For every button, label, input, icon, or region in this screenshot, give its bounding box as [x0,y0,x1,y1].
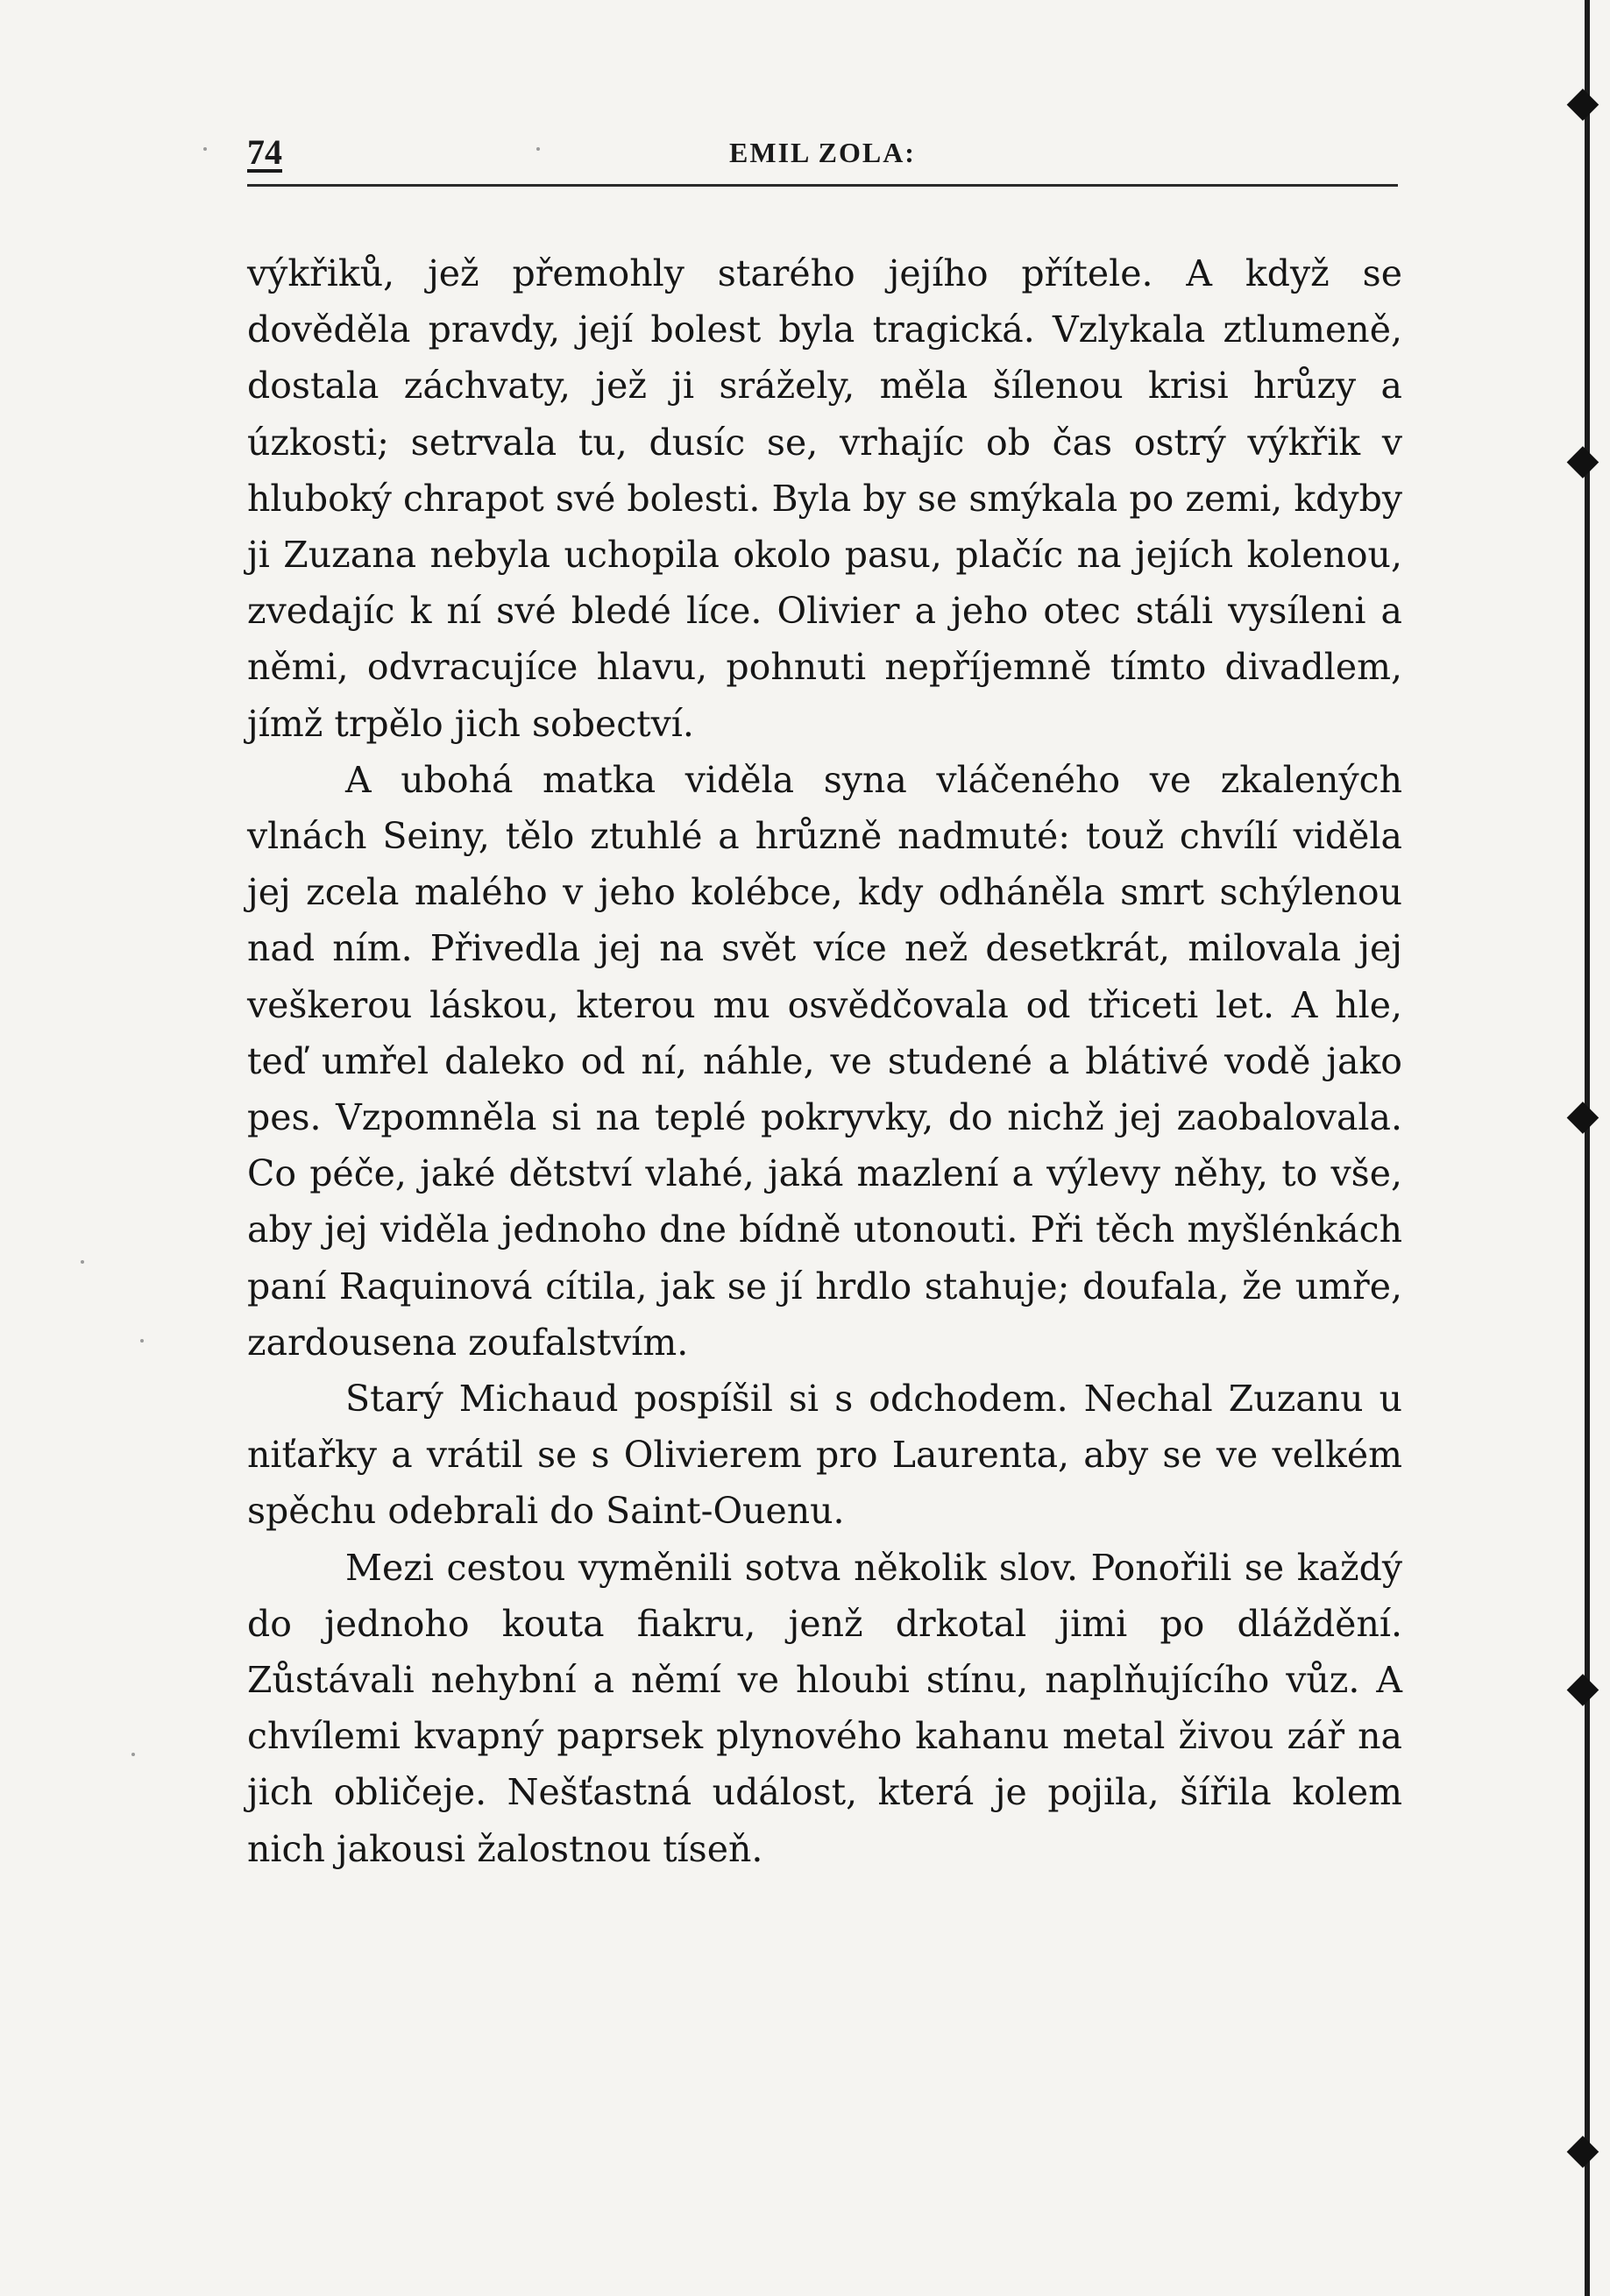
running-head: EMIL ZOLA: [729,137,916,168]
paragraph-1: výkřiků, jež přemohly starého jejího přítele. A když se dověděla pravdy, její bolest byla tragická. Vzlykala ztlumeně, dostala záchvaty, jež ji srážely, měla šílenou krisi hrůzy a úzkosti; setrvala tu, dusíc se, vrhajíc ob čas ostrý výkřik v hluboký chrapot své bolesti. Byla by se smýkala po zemi, kdyby ji Zuzana nebyla uchopila okolo pasu, plačíc na jejích kolenou, zvedajíc k ní své bledé líce. Olivier a jeho otec stáli vysíleni a němi, odvracujíce hlavu, pohnuti nepříjemně tímto divadlem, jímž trpělo jich sobectví. [247,252,1402,745]
paragraph-4: Mezi cestou vyměnili sotva několik slov. Ponořili se každý do jednoho kouta fiakru, jenž drkotal jimi po dláždění. Zůstávali nehybní a němí ve hloubi stínu, naplňujícího vůz. A chvílemi kvapný paprsek plynového kahanu metal živou zář na jich obličeje. Nešťastná událost, která je pojila, šířila kolem nich jakousi žalostnou tíseň. [247,1546,1402,1870]
paper-speck [81,1260,84,1264]
margin-mark-icon: ◆ [1566,2124,1599,2173]
paper-speck [536,147,540,151]
paragraph-2: A ubohá matka viděla syna vláčeného ve zkalených vlnách Seiny, tělo ztuhlé a hrůzně nadmuté: touž chvílí viděla jej zcela malého v jeho kolébce, kdy odháněla smrt schýlenou nad ním. Přivedla jej na svět více než desetkrát, milovala jej veškerou láskou, kterou mu osvědčovala od třiceti let. A hle, teď umřel daleko od ní, náhle, ve studené a blátivé vodě jako pes. Vzpomněla si na teplé pokryvky, do nichž jej zaobalovala. Co péče, jaké dětství vlahé, jaká mazlení a výlevy něhy, to vše, aby jej viděla jednoho dne bídně utonouti. Při těch myšlénkách paní Raquinová cítila, jak se jí hrdlo stahuje; doufala, že umře, zardousena zoufalstvím. [247,758,1402,1364]
margin-mark-icon: ◆ [1566,77,1599,126]
page-header [247,131,1398,187]
margin-mark-icon: ◆ [1566,1090,1599,1139]
margin-mark-icon: ◆ [1566,435,1599,484]
paper-speck [140,1339,144,1343]
body-text [247,245,1402,1877]
margin-rule [1585,0,1590,2296]
page-number: 74 [247,132,282,172]
paragraph-3: Starý Michaud pospíšil si s odchodem. Nechal Zuzanu u niťařky a vrátil se s Olivierem pro Laurenta, aby se ve velkém spěchu odebrali do Saint-Ouenu. [247,1378,1402,1533]
margin-mark-icon: ◆ [1566,1662,1599,1711]
paper-speck [203,147,207,151]
paper-speck [131,1753,135,1756]
